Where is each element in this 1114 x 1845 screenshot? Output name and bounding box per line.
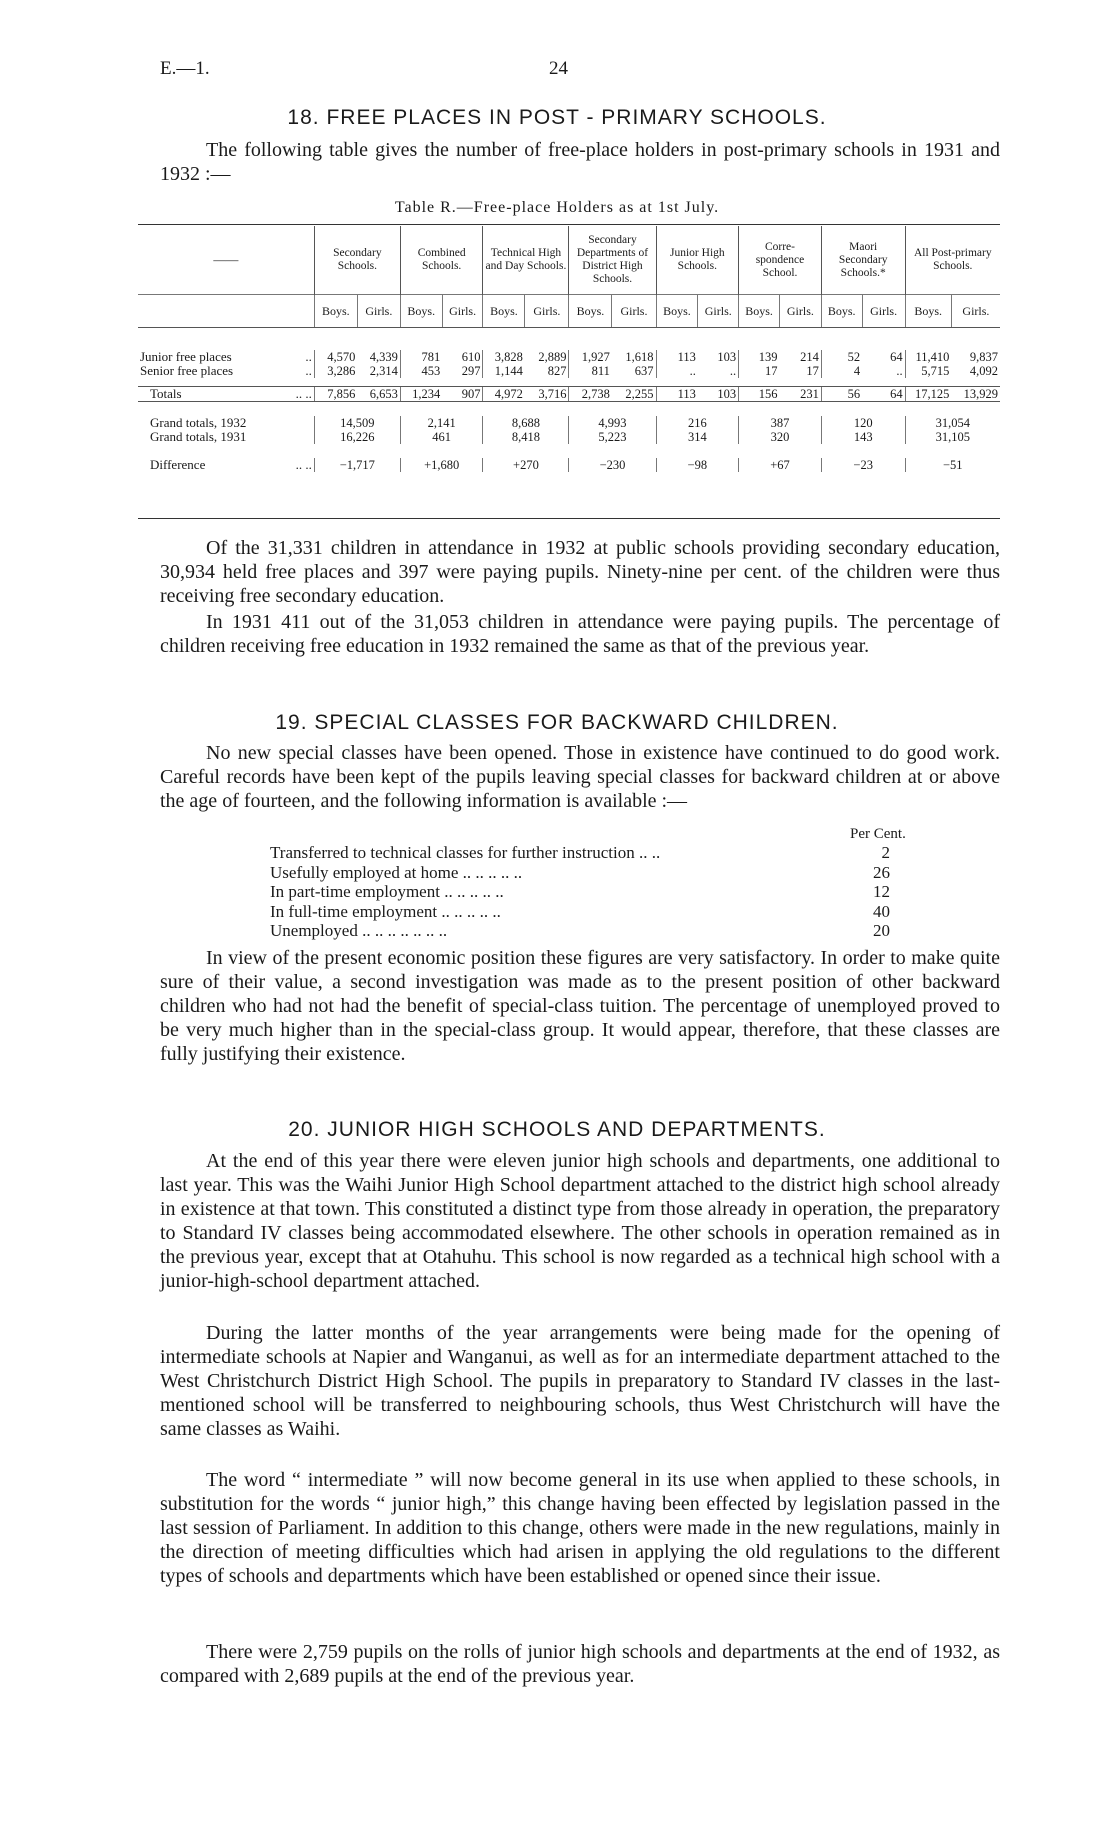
row-label: Difference [150,457,206,472]
list-item [270,843,890,863]
table-top-rule [138,224,1000,225]
section-20-para-1: At the end of this year there were eleven junior high schools and departments, one additional to last year. This was the Waihi Junior High School department attached to the district high school already in existence at that town. This constituted a distinct type from those already in operation, the preparatory to Standard IV classes being accommodated elsewhere. The other schools in operation remained as in the previous year, except that at Otahuhu. This school is now regarded as a technical high school with a junior-high-school department attached. [160,1150,1000,1292]
girls-header: Girls. [525,295,569,328]
cell: +270 [483,458,569,472]
girls-header: Girls. [612,295,656,328]
list-item [270,921,890,941]
cell: 4,339 [369,350,398,364]
cell: 1,618 [625,350,654,364]
cell: 781 [400,350,442,364]
cell: 387 [739,416,822,430]
girls-header: Girls. [862,295,905,328]
table-row-junior [138,350,1000,364]
cell: 3,286 [314,364,357,378]
cell: +1,680 [400,458,483,472]
cell: .. [729,364,737,378]
boys-header: Boys. [656,295,698,328]
cell: 9,837 [969,350,998,364]
cell: 7,856 [314,387,357,402]
table-row-totals [138,387,1000,402]
girls-header: Girls. [698,295,739,328]
cell: 156 [739,387,780,402]
boys-header: Boys. [739,295,780,328]
cell: 811 [569,364,612,378]
cell: 11,410 [905,350,951,364]
cell: 1,144 [483,364,525,378]
cell: −23 [821,458,905,472]
cell: 1,234 [400,387,442,402]
cell: −1,717 [314,458,400,472]
cell: 52 [821,350,862,364]
item-value: 20 [873,921,890,940]
cell: 453 [400,364,442,378]
cell: 2,889 [538,350,567,364]
list-item [270,863,890,883]
cell: 6,653 [357,387,400,402]
cell: 120 [821,416,905,430]
cell: 113 [656,387,698,402]
cell: 637 [634,364,654,378]
cell: .. [896,364,903,378]
cell: 64 [862,387,905,402]
section-18-para-1: Of the 31,331 children in attendance in 1932 at public schools providing secondary education, 30,934 held free places and 397 were paying pupils. Ninety-nine per cent. of the children were thus receiving free secondary education. [160,537,1000,607]
section-19-title: 19. SPECIAL CLASSES FOR BACKWARD CHILDREN. [275,711,839,734]
cell: −51 [905,458,1000,472]
cell: 103 [698,387,739,402]
cell: 8,688 [483,416,569,430]
section-18-intro: The following table gives the number of free-place holders in post-primary schools in 1931 and 1932 :— [160,139,1000,185]
table-row-senior [138,364,1000,378]
section-18-title: 18. FREE PLACES IN POST - PRIMARY SCHOOLS. [287,106,827,129]
boys-header: Boys. [314,295,357,328]
item-label: Usefully employed at home .. .. .. .. .. [270,862,523,882]
leader-dots: .. [305,349,312,364]
col-header: Secondary Departments of District High Schools. [569,226,656,295]
cell: 320 [739,430,822,444]
item-label: In part-time employment .. .. .. .. .. [270,882,504,901]
cell: 314 [656,430,739,444]
cell: 16,226 [314,430,400,444]
item-value: 26 [873,862,890,882]
list-item [270,902,890,922]
boys-header: Boys. [821,295,862,328]
cell: 214 [800,350,819,364]
cell: 143 [821,430,905,444]
section-20-para-3: The word “ intermediate ” will now become general in its use when applied to these schools, in substitution for the words “ junior high,” this change having been effected by legislation passed in the last session of Parliament. In addition to this change, others were made in the new regulations, mainly in the direction of meeting difficulties which had arisen in applying the old regulations to the different types of schools and departments which have been established or opened since their issue. [160,1469,1000,1587]
cell: 231 [779,387,821,402]
section-18-para-2: In 1931 411 out of the 31,053 children in attendance were paying pupils. The percentage of children receiving free education in 1932 remained the same as that of the previous year. [160,611,1000,657]
section-20-para-4: There were 2,759 pupils on the rolls of junior high schools and departments at the end of 1932, as compared with 2,689 pupils at the end of the previous year. [160,1641,1000,1687]
table-group-header-row [138,226,1000,295]
girls-header: Girls. [779,295,821,328]
cell: 13,929 [951,387,1000,402]
page-number: 24 [549,58,568,79]
cell: 31,105 [905,430,1000,444]
cell: 2,255 [612,387,656,402]
cell: 139 [739,350,780,364]
leader-dots: .. .. [295,386,312,401]
list-item [270,882,890,902]
page-code: E.—1. [160,58,210,79]
cell: 4,972 [483,387,525,402]
free-place-table [138,226,1000,472]
row-label: Grand totals, 1932 [150,415,247,430]
cell: 3,716 [525,387,569,402]
boys-header: Boys. [569,295,612,328]
cell: .. [656,364,698,378]
row-label: Senior free places [140,363,234,378]
cell: 4,570 [314,350,357,364]
col-header: Secondary Schools. [314,226,400,295]
cell: 461 [400,430,483,444]
cell: 17 [739,364,780,378]
col-header: Technical High and Day Schools. [483,226,569,295]
table-row-grand-1932 [138,416,1000,430]
cell: 5,715 [905,364,951,378]
stub-header: —— [213,253,239,267]
cell: 1,927 [569,350,612,364]
cell: −98 [656,458,739,472]
cell: 2,314 [369,364,398,378]
col-header: Combined Schools. [400,226,483,295]
table-row-difference [138,458,1000,472]
section-20-para-2: During the latter months of the year arrangements were being made for the opening of intermediate schools at Napier and Wanganui, as well as for an intermediate department attached to the West Christchurch District High School. The pupils in preparatory to Standard IV classes in the last-mentioned school will be transferred to neighbouring schools, thus West Christchurch will have the same classes as Waihi. [160,1322,1000,1440]
section-19-para-1: No new special classes have been opened. Those in existence have continued to do good work. Careful records have been kept of the pupils leaving special classes for backward children at or above the age of fourteen, and the following information is available :— [160,742,1000,812]
table-subheader-row [138,295,1000,328]
item-value: 40 [873,901,890,921]
cell: 4 [821,364,862,378]
cell: 8,418 [483,430,569,444]
section-19-para-2: In view of the present economic position these figures are very satisfactory. In order to make quite sure of their value, a second investigation was made as to the present position of other backward children who had not had the benefit of special-class tuition. The percentage of unemployed proved to be very much higher than in the special-class group. It would appear, therefore, that these classes are fully justifying their existence. [160,947,1000,1065]
table-caption: Table R.—Free-place Holders as at 1st July. [394,199,720,216]
girls-header: Girls. [951,295,1000,328]
cell: 907 [442,387,483,402]
cell: 4,993 [569,416,656,430]
cell: 3,828 [483,350,525,364]
leader-dots: .. .. [295,457,312,472]
row-label: Totals [150,386,182,401]
col-header: Maori Secondary Schools.* [821,226,905,295]
item-value: 2 [881,843,890,862]
cell: 103 [717,350,737,364]
cell: 17 [806,364,819,378]
cell: 113 [656,350,698,364]
col-header: Corre-spondence School. [739,226,822,295]
cell: 827 [547,364,567,378]
item-label: In full-time employment .. .. .. .. .. [270,901,501,921]
cell: 216 [656,416,739,430]
percent-header: Per Cent. [850,826,906,842]
boys-header: Boys. [400,295,442,328]
girls-header: Girls. [357,295,400,328]
cell: 56 [821,387,862,402]
leader-dots: .. [305,363,312,378]
cell: 31,054 [905,416,1000,430]
percent-list [270,843,890,941]
cell: 17,125 [905,387,951,402]
item-label: Transferred to technical classes for further instruction .. .. [270,843,661,862]
cell: 2,738 [569,387,612,402]
cell: 297 [461,364,481,378]
cell: 14,509 [314,416,400,430]
row-label: Grand totals, 1931 [150,429,247,444]
cell: 4,092 [969,364,998,378]
cell: 2,141 [400,416,483,430]
girls-header: Girls. [442,295,483,328]
table-bottom-rule [138,518,1000,519]
item-label: Unemployed .. .. .. .. .. .. .. [270,921,448,940]
boys-header: Boys. [905,295,951,328]
col-header: All Post-primary Schools. [905,226,1000,295]
cell: 64 [890,350,903,364]
col-header: Junior High Schools. [656,226,739,295]
table-row-grand-1931 [138,430,1000,444]
row-label: Junior free places [140,349,232,364]
cell: 610 [461,350,481,364]
boys-header: Boys. [483,295,525,328]
cell: −230 [569,458,656,472]
cell: +67 [739,458,822,472]
cell: 5,223 [569,430,656,444]
item-value: 12 [873,882,890,901]
section-20-title: 20. JUNIOR HIGH SCHOOLS AND DEPARTMENTS. [288,1118,826,1141]
